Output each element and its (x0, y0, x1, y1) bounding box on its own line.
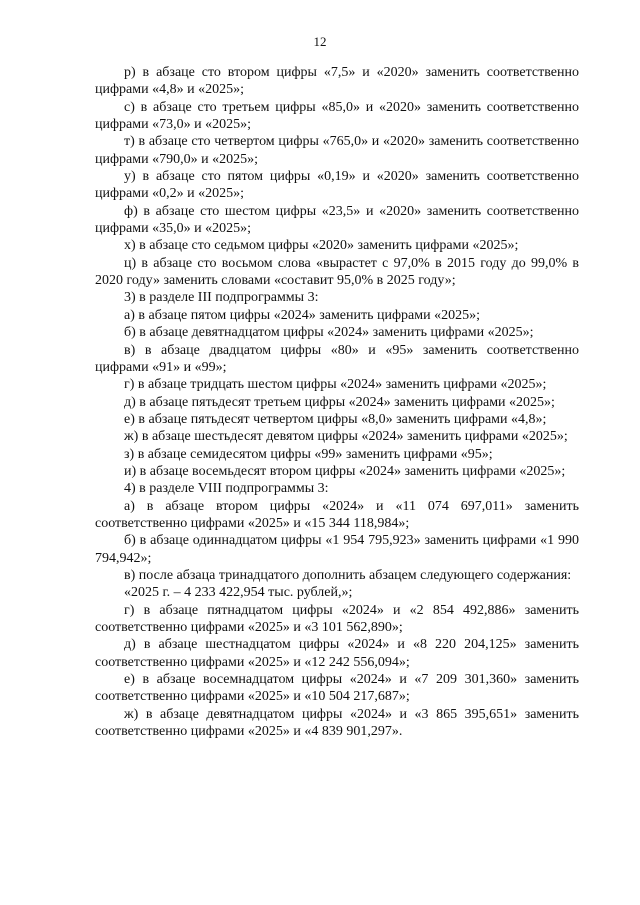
paragraph: д) в абзаце пятьдесят третьем цифры «2024» заменить цифрами «2025»; (124, 394, 555, 410)
paragraph: е) в абзаце пятьдесят четвертом цифры «8,0» заменить цифрами «4,8»; (124, 411, 547, 427)
paragraph: ф) в абзаце сто шестом цифры «23,5» и «2020» заменить соответственно цифрами «35,0» и «2025»; (95, 203, 579, 237)
paragraph: 3) в разделе III подпрограммы 3: (124, 290, 319, 306)
paragraph: б) в абзаце девятнадцатом цифры «2024» заменить цифрами «2025»; (124, 325, 534, 341)
paragraph: а) в абзаце втором цифры «2024» и «11 074 697,011» заменить соответственно цифрами «2025» и «15 344 118,984»; (95, 498, 579, 531)
paragraph: в) после абзаца тринадцатого дополнить абзацем следующего содержания: (124, 567, 572, 583)
paragraph: ж) в абзаце шестьдесят девятом цифры «2024» заменить цифрами «2025»; (124, 429, 568, 445)
paragraph: с) в абзаце сто третьем цифры «85,0» и «2020» заменить соответственно цифрами «73,0» и «2025»; (95, 99, 579, 133)
paragraph: т) в абзаце сто четвертом цифры «765,0» и «2020» заменить соответственно цифрами «790,0» и «2025»; (95, 134, 579, 167)
paragraph: а) в абзаце пятом цифры «2024» заменить цифрами «2025»; (124, 307, 481, 323)
paragraph: г) в абзаце тридцать шестом цифры «2024» заменить цифрами «2025»; (124, 377, 547, 393)
paragraph: д) в абзаце шестнадцатом цифры «2024» и «8 220 204,125» заменить соответственно цифрами «2025» и «12 242 556,094»; (95, 637, 579, 670)
paragraph: у) в абзаце сто пятом цифры «0,19» и «2020» заменить соответственно цифрами «0,2» и «2025»; (95, 169, 579, 202)
paragraph: «2025 г. – 4 233 422,954 тыс. рублей,»; (124, 585, 353, 601)
paragraph: 4) в разделе VIII подпрограммы 3: (124, 481, 329, 497)
paragraph: в) в абзаце двадцатом цифры «80» и «95» заменить соответственно цифрами «91» и «99»; (95, 342, 579, 375)
paragraph: х) в абзаце сто седьмом цифры «2020» заменить цифрами «2025»; (124, 238, 519, 254)
document-body (95, 64, 579, 740)
paragraph: р) в абзаце сто втором цифры «7,5» и «2020» заменить соответственно цифрами «4,8» и «2025»; (95, 65, 579, 98)
page-number: 12 (313, 34, 327, 49)
paragraph: з) в абзаце семидесятом цифры «99» заменить цифрами «95»; (124, 446, 493, 462)
paragraph: ц) в абзаце сто восьмом слова «вырастет с 97,0% в 2015 году до 99,0% в 2020 году» заменить словами «составит 95,0% в 2025 году»; (95, 255, 579, 289)
paragraph: ж) в абзаце девятнадцатом цифры «2024» и «3 865 395,651» заменить соответственно цифрами «2025» и «4 839 901,297». (95, 706, 579, 740)
paragraph: б) в абзаце одиннадцатом цифры «1 954 795,923» заменить цифрами «1 990 794,942»; (95, 533, 579, 566)
paragraph: г) в абзаце пятнадцатом цифры «2024» и «2 854 492,886» заменить соответственно цифрами «2025» и «3 101 562,890»; (95, 602, 579, 635)
paragraph: и) в абзаце восемьдесят втором цифры «2024» заменить цифрами «2025»; (124, 463, 566, 479)
paragraph: е) в абзаце восемнадцатом цифры «2024» и «7 209 301,360» заменить соответственно цифрами «2025» и «10 504 217,687»; (95, 672, 579, 705)
